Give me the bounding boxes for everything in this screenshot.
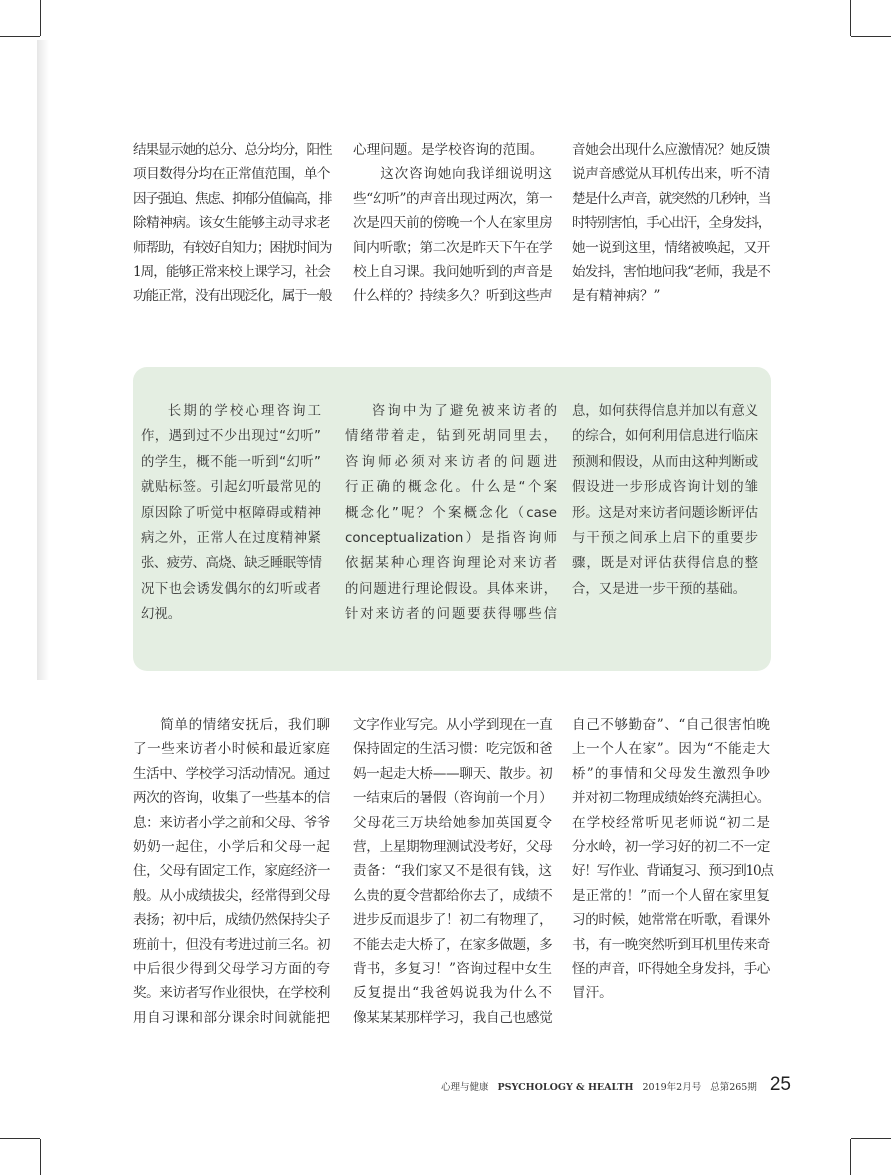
text-line: 概念化”呢？个案概念化（case xyxy=(345,505,557,521)
text-line: 表扬；初中后，成绩仍然保持尖子 xyxy=(133,912,330,929)
text-line: 进步反而退步了！初二有物理了， xyxy=(353,912,553,929)
text-line: 习的时候，她常常在听歌，看课外 xyxy=(572,912,770,929)
text-line: 次是四天前的傍晚一个人在家里房 xyxy=(353,215,553,232)
paragraph xyxy=(141,399,321,628)
text-line: 责备：“我们家又不是很有钱，这 xyxy=(353,863,552,880)
text-line: 了一些来访者小时候和最近家庭 xyxy=(133,741,330,758)
text-line: 的问题进行理论假设。具体来讲， xyxy=(345,581,557,597)
text-line: 奶奶一起住，小学后和父母一起 xyxy=(133,838,330,855)
text-line: 骤，既是对评估获得信息的整 xyxy=(572,556,758,572)
text-line: 的学生，概不能一听到“幻听” xyxy=(141,454,321,470)
text-line: 保持固定的生活习惯：吃完饭和爸 xyxy=(353,741,553,758)
bottom-column-3 xyxy=(572,713,773,1006)
text-line: 是有精神病？” xyxy=(572,288,661,305)
text-line: 父母花三万块给她参加英国夏令 xyxy=(353,814,552,831)
text-line: 息：来访者小学之前和父母、爷爷 xyxy=(133,814,330,831)
text-line: conceptualization）是指咨询师 xyxy=(345,530,557,546)
text-line: 情绪带着走，钻到死胡同里去， xyxy=(345,429,557,445)
text-line: 楚是什么声音，就突然的几秒钟，当 xyxy=(572,190,771,207)
text-line: 原因除了听觉中枢障碍或精神 xyxy=(141,505,321,521)
text-line: 依据某种心理咨询理论对来访者 xyxy=(345,556,557,572)
text-line: 是正常的！”而一个人留在家里复 xyxy=(572,887,770,904)
text-line: 作，遇到过不少出现过“幻听” xyxy=(141,429,321,445)
paragraph xyxy=(572,399,758,602)
text-line: 班前十，但没有考进过前三名。初 xyxy=(133,936,330,953)
crop-mark-br-h xyxy=(851,1138,891,1139)
text-line: 音她会出现什么应激情况？她反馈 xyxy=(572,142,770,158)
text-line: 始发抖，害怕地问我“老师，我是不 xyxy=(572,263,771,280)
text-line: 并对初二物理成绩始终充满担心。 xyxy=(572,790,770,807)
text-line: 用自习课和部分课余时间就能把 xyxy=(133,1009,330,1026)
text-line: 心理问题。是学校咨询的范围。 xyxy=(353,142,544,158)
highlight-box xyxy=(133,367,771,671)
text-line: 针对来访者的问题要获得哪些信 xyxy=(345,607,557,623)
text-line: 般。从小成绩拔尖，经常得到父母 xyxy=(133,887,330,904)
crop-mark-tl-h xyxy=(0,36,40,37)
text-line: 间内听歌；第二次是昨天下午在学 xyxy=(353,239,553,256)
magazine-name-en: PSYCHOLOGY & HEALTH xyxy=(497,1082,634,1093)
text-line: 除精神病。该女生能够主动寻求老 xyxy=(133,215,330,232)
text-line: 项目数得分均在正常值范围，单个 xyxy=(133,166,330,183)
text-line: 合，又是进一步干预的基础。 xyxy=(572,581,747,597)
text-line: 1周，能够正常来校上课学习，社会 xyxy=(133,263,330,280)
magazine-name-cn: 心理与健康 xyxy=(440,1082,489,1093)
crop-mark-bl-h xyxy=(0,1138,40,1139)
text-line: 因子强迫、焦虑、抑郁分值偏高，排 xyxy=(133,190,332,207)
text-line: 况下也会诱发偶尔的幻听或者 xyxy=(141,581,321,597)
paragraph xyxy=(133,713,330,1030)
box-column-3 xyxy=(572,399,758,602)
text-line: 奖。来访者写作业很快，在学校利 xyxy=(133,985,330,1002)
text-line: 冒汗。 xyxy=(572,985,613,1002)
paragraph xyxy=(572,138,770,309)
text-line: 时特别害怕，手心出汗，全身发抖， xyxy=(572,215,771,232)
text-line: 好！写作业、背诵复习、预习到10点 xyxy=(572,863,773,880)
page-number: 25 xyxy=(769,1074,791,1095)
issue-total: 总第265期 xyxy=(710,1082,757,1093)
issue-date: 2019年2月号 xyxy=(642,1082,702,1093)
text-line: 背书，多复习！”咨询过程中女生 xyxy=(353,960,552,977)
text-line: 营，上星期物理测试没考好，父母 xyxy=(353,838,553,855)
text-line: 像某某某那样学习，我自己也感觉 xyxy=(353,1009,553,1026)
text-line: 病之外，正常人在过度精神紧 xyxy=(141,530,321,546)
crop-mark-br-v xyxy=(850,1139,851,1175)
text-line: 息，如何获得信息并加以有意义 xyxy=(572,404,759,419)
text-line: 咨询中为了避免被来访者的 xyxy=(371,404,557,419)
text-line: 简单的情绪安抚后，我们聊 xyxy=(160,717,330,733)
text-line: 假设进一步形成咨询计划的雏 xyxy=(572,480,758,496)
crop-mark-tr-h xyxy=(851,36,891,37)
text-line: 她一说到这里，情绪被唤起，又开 xyxy=(572,239,770,256)
text-line: 咨询师必须对来访者的问题进 xyxy=(345,454,557,470)
text-line: 在学校经常听见老师说“初二是 xyxy=(572,814,770,831)
paragraph xyxy=(345,399,557,628)
text-line: 住，父母有固定工作，家庭经济一 xyxy=(133,863,330,880)
text-line: 怪的声音，吓得她全身发抖，手心 xyxy=(572,960,770,977)
text-line: 些“幻听”的声音出现过两次，第一 xyxy=(353,190,553,207)
box-column-2 xyxy=(345,399,557,628)
text-line: 功能正常，没有出现泛化，属于一般 xyxy=(133,288,332,305)
crop-mark-bl-v xyxy=(40,1139,41,1175)
text-line: 分水岭，初一学习好的初二不一定 xyxy=(572,838,770,855)
text-line: 说声音感觉从耳机传出来，听不清 xyxy=(572,166,770,183)
text-line: 行正确的概念化。什么是“个案 xyxy=(345,480,557,496)
text-line: 预测和假设，从而由这种判断或 xyxy=(572,454,759,470)
top-column-3 xyxy=(572,138,770,309)
text-line: 么贵的夏令营都给你去了，成绩不 xyxy=(353,887,553,904)
text-line: 文字作业写完。从小学到现在一直 xyxy=(353,717,553,733)
text-line: 反复提出“我爸妈说我为什么不 xyxy=(353,985,552,1002)
text-line: 两次的咨询，收集了一些基本的信 xyxy=(133,790,330,807)
text-line: 自己不够勤奋”、“自己很害怕晚 xyxy=(572,717,770,733)
top-column-2 xyxy=(353,138,552,309)
text-line: 上一个人在家”。因为“不能走大 xyxy=(572,741,770,758)
text-line: 校上自习课。我问她听到的声音是 xyxy=(353,263,553,280)
text-line: 不能去走大桥了，在家多做题，多 xyxy=(353,936,553,953)
box-column-1 xyxy=(141,399,321,628)
text-line: 妈一起走大桥——聊天、散步。初 xyxy=(353,765,553,782)
text-line: 幻视。 xyxy=(141,607,182,623)
text-line: 生活中、学校学习活动情况。通过 xyxy=(133,765,330,782)
crop-mark-tr-v xyxy=(850,0,851,36)
bottom-column-2 xyxy=(353,713,552,1030)
text-line: 就贴标签。引起幻听最常见的 xyxy=(141,480,321,496)
bottom-column-1 xyxy=(133,713,330,1030)
crop-mark-tl-v xyxy=(40,0,41,36)
text-line: 形。这是对来访者问题诊断评估 xyxy=(572,505,759,521)
text-line: 什么样的？持续多久？听到这些声 xyxy=(353,288,553,305)
text-line: 张、疲劳、高烧、缺乏睡眠等情 xyxy=(141,556,322,572)
page-edge-shadow xyxy=(37,40,49,680)
paragraph xyxy=(572,713,773,1006)
text-line: 结果显示她的总分、总分均分，阳性 xyxy=(133,142,332,158)
paragraph xyxy=(133,138,330,309)
paragraph xyxy=(353,138,552,162)
text-line: 中后很少得到父母学习方面的夸 xyxy=(133,960,330,977)
text-line: 书，有一晚突然听到耳机里传来奇 xyxy=(572,936,770,953)
text-line: 一结束后的暑假（咨询前一个月） xyxy=(353,790,553,807)
paragraph xyxy=(353,162,552,308)
text-line: 长期的学校心理咨询工 xyxy=(167,404,321,419)
text-line: 这次咨询她向我详细说明这 xyxy=(380,166,552,183)
text-line: 的综合，如何利用信息进行临床 xyxy=(572,429,759,445)
text-line: 师帮助，有较好自知力；困扰时间为 xyxy=(133,239,332,256)
paragraph xyxy=(353,713,552,1030)
text-line: 与干预之间承上启下的重要步 xyxy=(572,530,758,546)
text-line: 桥”的事情和父母发生激烈争吵 xyxy=(572,765,770,782)
top-column-1 xyxy=(133,138,330,309)
running-footer xyxy=(441,1074,791,1096)
